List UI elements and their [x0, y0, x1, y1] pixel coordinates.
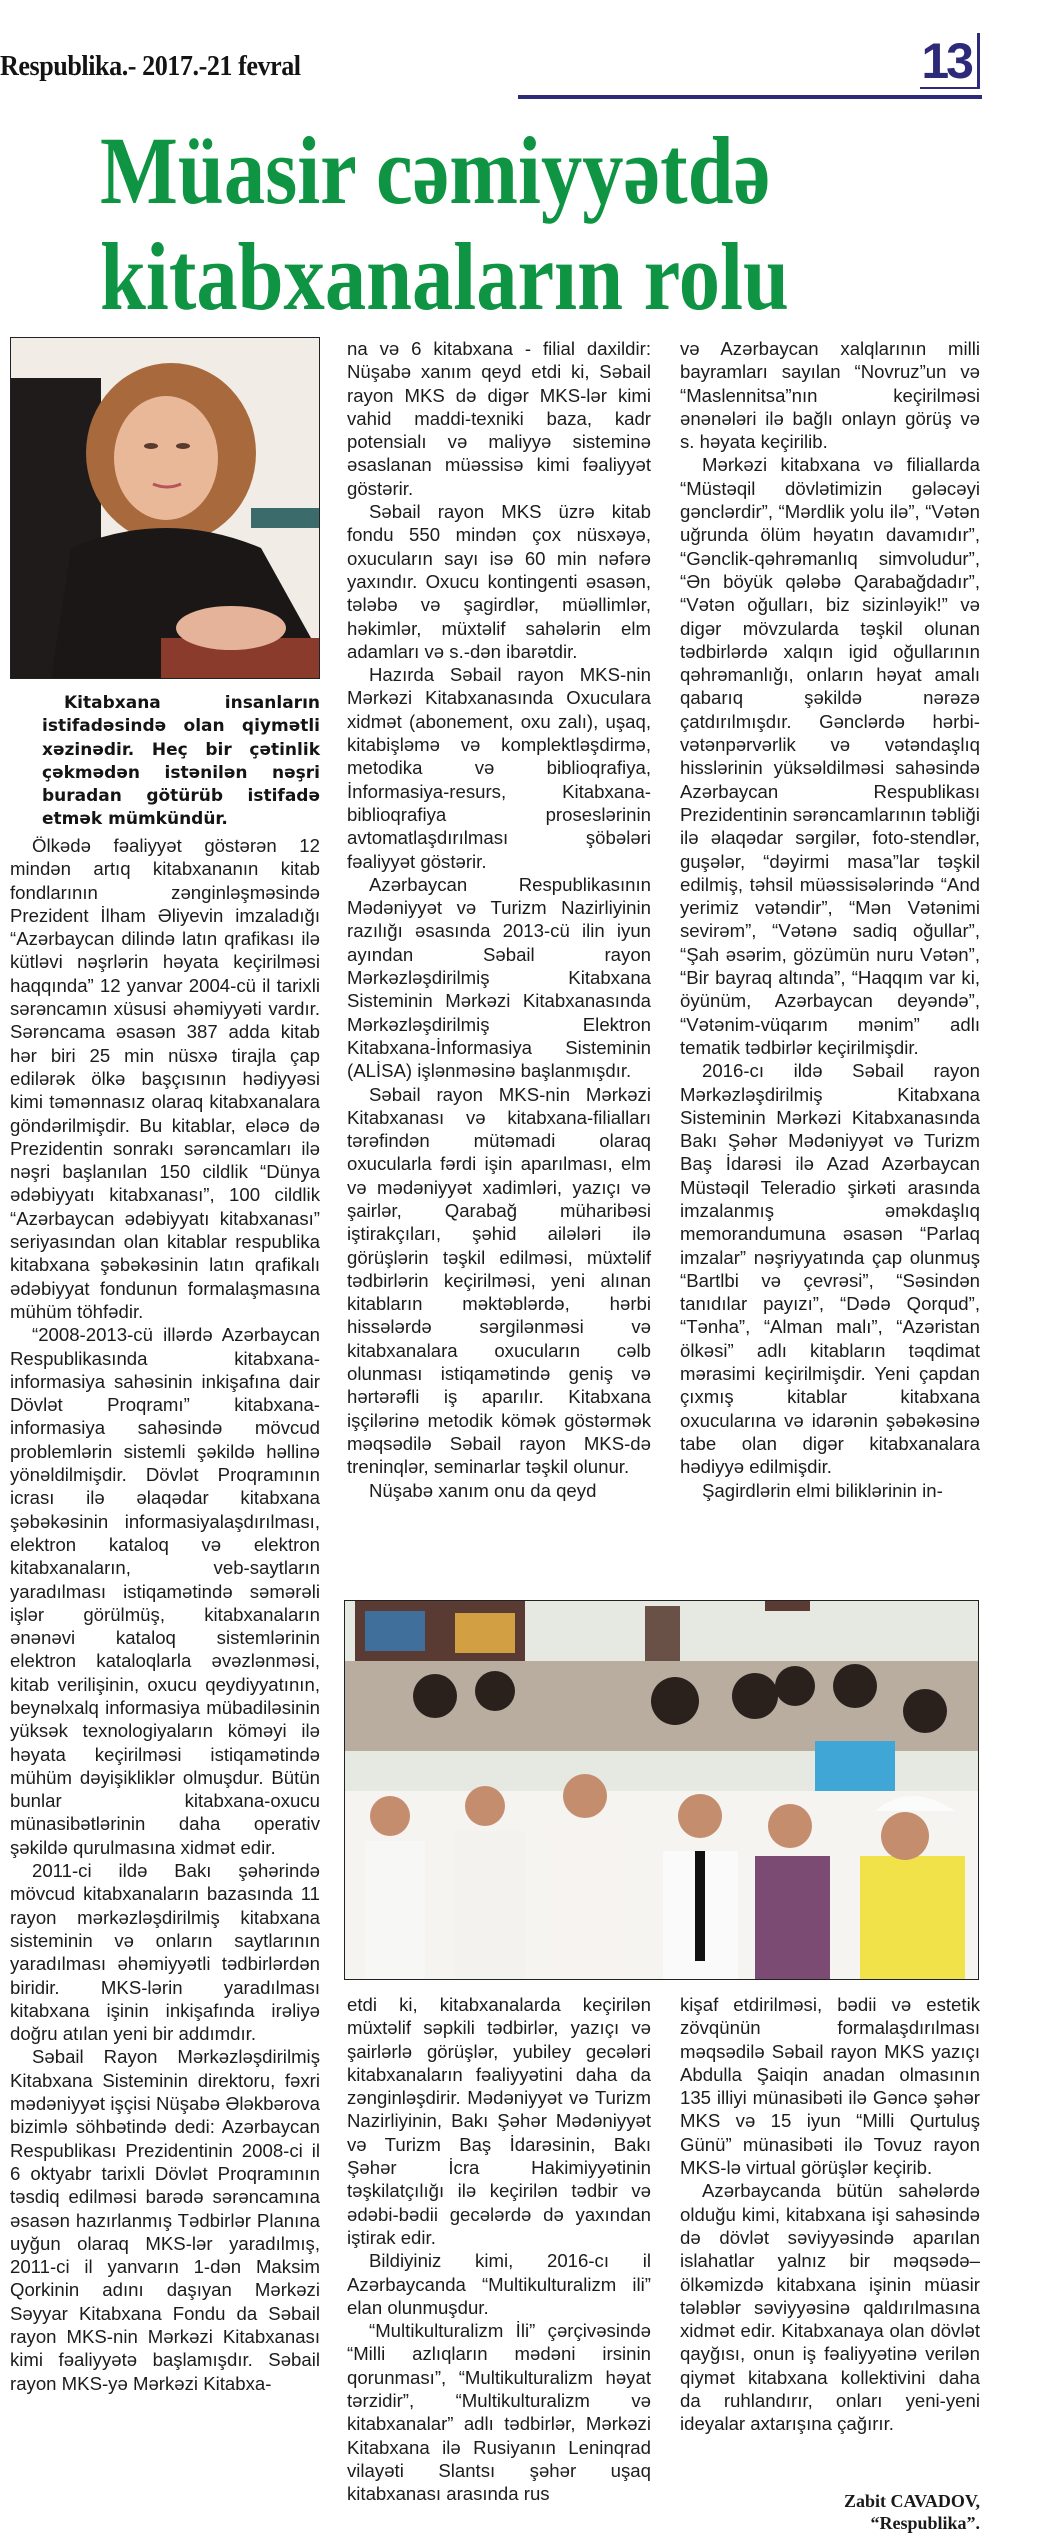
- paragraph: Nüşabə xanım onu da qeyd: [369, 1479, 597, 1501]
- paragraph: Mərkəzi kitabxana və filiallarda “Müstəqil dövlətimizin gələcəyi gənclərdir”, “Mərdlik yolu ilə”, “Vətən uğrunda ölüm həyatın davamıdır”, “Gənclik-qəhrəmanlıq simvoludur”, “Ən böyük qələbə Qarabağdadır”, “Vətən oğulları, biz sizinləyik!” və digər mövzularda təşkil olunan tədbirlərdə xalqın igid oğullarının qəhrəmanlığı, onların həyat amalı qabarıq şəkildə nərəzə çatdırılmışdır. Gənclərdə hərbi-vətənpərvərlik və vətəndaşlıq hisslərinin yüksəldilməsi sahəsində Azərbaycan Respublikası Prezidentinin sərəncamlarının təbliği ilə əlaqədar sərgilər, foto-stendlər, guşələr, “dəyirmi masa”lar təşkil edilmiş, təhsil müəssisələrində “And yerimiz vətəndir”, “Mən Vətənimi sevirəm”, “Vətənə sadiq oğullar”, “Şah əsərim, gözümün nuru Vətən”, “Bir bayraq altında”, “Haqqım var ki, öyünüm, Azərbaycan deyəndə”, “Vətənim-vüqarım mənim” adlı tematik tədbirlər keçirilmişdir.: [680, 454, 980, 1058]
- paragraph: na və 6 kitabxana - filial daxildir: Nüşabə xanım qeyd etdi ki, Səbail rayon MKS də digər MKS-lər kimi vahid maddi-texniki baza, kadr potensialı və maliyyə sisteminə əsaslanan müəssisə kimi fəaliyyət göstərir.: [347, 338, 651, 499]
- byline-source: “Respublika”.: [870, 2513, 980, 2533]
- paragraph: Səbail rayon MKS üzrə kitab fondu 550 mindən çox nüsxəyə, oxucuların sayı isə 60 min nəfərə yaxındır. Oxucu kontingenti əsasən, tələbə və şagirdlər, müəllimlər, həkimlər, müxtəlif sahələrin elm adamları və s.-dən ibarətdir.: [347, 501, 651, 662]
- byline: [680, 2490, 980, 2534]
- paragraph: Səbail rayon MKS-nin Mərkəzi Kitabxanası və kitabxana-filialları tərəfindən mütəmadi olaraq oxucularla fərdi işin aparılması, elm və mədəniyyət xadimləri, yazıçı və şairlər, Qarabağ müharibəsi iştirakçıları, şəhid ailələri ilə görüşlərin təşkil edilməsi, müxtəlif tədbirlərin keçirilməsi, yeni alınan kitabların məktəblərdə, hərbi hissələrdə sərgilənməsi və kitabxanalara oxucuların cəlb olunması istiqamətində geniş və hərtərəfli iş aparılır. Kitabxana işçilərinə metodik kömək göstərmək məqsədilə Səbail rayon MKS-də treninqlər, seminarlar təşkil olunur.: [347, 1083, 651, 1478]
- paragraph: 2011-ci ildə Bakı şəhərində mövcud kitabxanaların bazasında 11 rayon mərkəzləşdirilmiş kitabxana sisteminin və onların saytlarının yaradılması əhəmiyyətli tədbirlərdən biridir. MKS-lərin yaradılması kitabxana işinin inkişafında irəliyə doğru atılan yeni bir addımdır.: [10, 1860, 320, 2045]
- paragraph: Şagirdlərin elmi biliklərinin in-: [702, 1479, 943, 1501]
- header-rule: [518, 95, 982, 99]
- paragraph: Bildiyiniz kimi, 2016-cı il Azərbaycanda “Multikulturalizm ili” elan olunmuşdur.: [347, 2250, 651, 2318]
- group-photo: [344, 1600, 979, 1980]
- paragraph: Azərbaycanda bütün sahələrdə olduğu kimi, kitabxana işi sahəsində də dövlət səviyyəsində aparılan islahatlar yalnız bir məqsədə–ölkəmizdə kitabxana işinin müasir tələblər səviyyəsinə qaldırılmasına xidmət edir. Kitabxanaya olan dövlət qayğısı, onun iş fəaliyyətinə verilən qiymət kitabxana kollektivini daha da ruhlandırır, onları yeni-yeni ideyalar axtarışına çağırır.: [680, 2180, 980, 2435]
- byline-author: Zabit CAVADOV,: [843, 2491, 980, 2511]
- article-title-line-2: kitabxanaların rolu: [100, 223, 789, 330]
- paragraph: Hazırda Səbail rayon MKS-nin Mərkəzi Kitabxanasında Oxuculara xidmət (abonement, oxu zalı), uşaq, kitabişləmə və komplektləşdirmə, metodika və biblioqrafiya, İnformasiya-resurs, Kitabxana-biblioqrafiya proseslərinin avtomatlaşdırılması şöbələri fəaliyyət göstərir.: [347, 664, 651, 872]
- article-column-2: [347, 337, 651, 1502]
- paragraph: Azərbaycan Respublikasının Mədəniyyət və Turizm Nazirliyinin razılığı əsasında 2013-cü ilin iyun ayından Səbail rayon Mərkəzləşdirilmiş Kitabxana Sisteminin Mərkəzi Kitabxanasında Mərkəzləşdirilmiş Elektron Kitabxana-İnformasiya Sisteminin (ALİSA) işlənməsinə başlanmışdır.: [347, 873, 651, 1082]
- article-column-1: [10, 834, 320, 2395]
- article-column-3: [680, 337, 980, 1502]
- portrait-photo: [10, 337, 320, 679]
- publication-masthead: Respublika.- 2017.-21 fevral: [0, 50, 301, 82]
- paragraph: Səbail Rayon Mərkəzləşdirilmiş Kitabxana Sisteminin direktoru, fəxri mədəniyyət işçisi Nüşabə Ələkbərova bizimlə söhbətində dedi: Azərbaycan Respublikası Prezidentinin 2008-ci il 6 oktyabr tarixli Dövlət Proqramının təsdiq edilməsi barədə sərəncamına əsasən hazırlanmış Tədbirlər Planına uyğun olaraq MKS-lər yaradılmış, 2011-ci il yanvarın 1-dən Maksim Qorkinin adını daşıyan Mərkəzi Səyyar Kitabxana Fondu da Səbail rayon MKS-nin Mərkəzi Kitabxanası kimi fəaliyyətə başlamışdır. Səbail rayon MKS-yə Mərkəzi Kitabxa-: [10, 2046, 320, 2394]
- paragraph: Ölkədə fəaliyyət göstərən 12 mindən artıq kitabxananın kitab fondlarının zənginləşməsində Prezident İlham Əliyevin imzaladığı “Azərbaycan dilində latın qrafikası ilə kütləvi nəşrlərin həyata keçirilməsi haqqında” 12 yanvar 2004-cü il tarixli sərəncamın xüsusi əhəmiyyəti vardır. Sərəncama əsasən 387 adda kitab hər biri 25 min nüsxə tirajla çap edilərək ölkə başçısının hədiyyəsi kimi təmənnasız olaraq kitabxanalara göndərilmişdir. Bu kitablar, eləcə də Prezidentin sonrakı sərəncamları ilə nəşri başlanılan 150 cildlik “Dünya ədəbiyyatı kitabxanası”, 100 cildlik “Azərbaycan ədəbiyyatı kitabxanası” seriyasından olan kitablar respublika kitabxana şəbəkəsinin latın qrafikalı ədəbiyyat fondunun formalaşmasına mühüm töhfədir.: [10, 835, 320, 1322]
- article-column-2-lower: [347, 1993, 651, 2506]
- article-column-3-lower: [680, 1993, 980, 2436]
- paragraph: “2008-2013-cü illərdə Azərbaycan Respublikasında kitabxana-informasiya sahəsinin inkişafına dair Dövlət Proqramı” kitabxana-informasiya sahəsində mövcud problemlərin sistemli şəkildə həllinə yönəldilmişdir. Dövlət Proqramının icrası ilə əlaqədar kitabxana şəbəkəsinin informasiyalaşdırılması, elektron kataloq və elektron kitabxanaların, veb-saytların yaradılması istiqamətində səmərəli işlər görülmüş, kitabxanaların ənənəvi kataloq sistemlərinin elektron kataloqlarla əvəzlənməsi, kitab verilişinin, oxucu qeydiyyatının, beynəlxalq informasiya mübadiləsinin yüksək texnologiyaların köməyi ilə həyata keçirilməsi istiqamətində mühüm dəyişikliklər olmuşdur. Bütün bunlar kitabxana-oxucu münasibətlərinin daha operativ şəkildə qurulmasına xidmət edir.: [10, 1324, 320, 1858]
- article-title-line-1: Müasir cəmiyyətdə: [100, 117, 771, 224]
- article-title: [100, 118, 840, 330]
- paragraph: və Azərbaycan xalqlarının milli bayramları sayılan “Novruz”un və “Maslennitsa”nın keçirilməsi ənənələri ilə bağlı onlayn görüş və s. həyata keçirilib.: [680, 338, 980, 453]
- paragraph: “Multikulturalizm İli” çərçivəsində “Milli azlıqların mədəni irsinin qorunması”, “Multikulturalizm həyat tərzidir”, “Multikulturalizm və kitabxanalar” adlı tədbirlər, Mərkəzi Kitabxana ilə Rusiyanın Leninqrad vilayəti Slantsı şəhər uşaq kitabxanası arasında rus: [347, 2320, 651, 2505]
- group-photo-illustration: [345, 1601, 979, 1980]
- paragraph: etdi ki, kitabxanalarda keçirilən müxtəlif səpkili tədbirlər, yazıçı və şairlərlə görüşlər, yubiley gecələri kitabxanaların fəaliyyətini daha da zənginləşdirir. Mədəniyyət və Turizm Nazirliyinin, Bakı Şəhər Mədəniyyət və Turizm Baş İdarəsinin, Bakı Şəhər İcra Hakimiyyətinin təşkilatçılığı ilə keçirilən tədbir və ədəbi-bədii gecələrdə də yaxından iştirak edir.: [347, 1994, 651, 2248]
- portrait-illustration: [11, 338, 320, 679]
- pull-quote: Kitabxana insanların istifadəsində olan qiymətli xəzinədir. Heç bir çətinlik çəkmədən istənilən nəşri buradan götürüb istifadə etmək mümkündür.: [42, 693, 320, 830]
- page-number: 13: [920, 33, 980, 89]
- paragraph: 2016-cı ildə Səbail rayon Mərkəzləşdirilmiş Kitabxana Sisteminin Mərkəzi Kitabxanasında Bakı Şəhər Mədəniyyət və Turizm Baş İdarəsi ilə Azad Azərbaycan Müstəqil Teleradio şirkəti arasında imzalanmış əməkdaşlıq memorandumuna əsasən “Parlaq imzalar” nəşriyyatında çap olunmuş “Bartlbi və çevrəsi”, “Səsindən tanıdılar payızı”, “Dədə Qorqud”, “Tənha”, “Alman malı”, “Azəristan ölkəsi” adlı kitabların təqdimat mərasimi keçirilmişdir. Yeni çapdan çıxmış kitablar kitabxana oxucularına və idarənin şəbəkəsinə tabe olan digər kitabxanalara hədiyyə edilmişdir.: [680, 1060, 980, 1478]
- paragraph: kişaf etdirilməsi, bədii və estetik zövqünün formalaşdırılması məqsədilə Səbail rayon MKS yazıçı Abdulla Şaiqin anadan olmasının 135 illiyi münasibəti ilə Gəncə şəhər MKS və 15 iyun “Milli Qurtuluş Günü” münasibəti ilə Tovuz rayon MKS-lə virtual görüşlər keçirib.: [680, 1994, 980, 2179]
